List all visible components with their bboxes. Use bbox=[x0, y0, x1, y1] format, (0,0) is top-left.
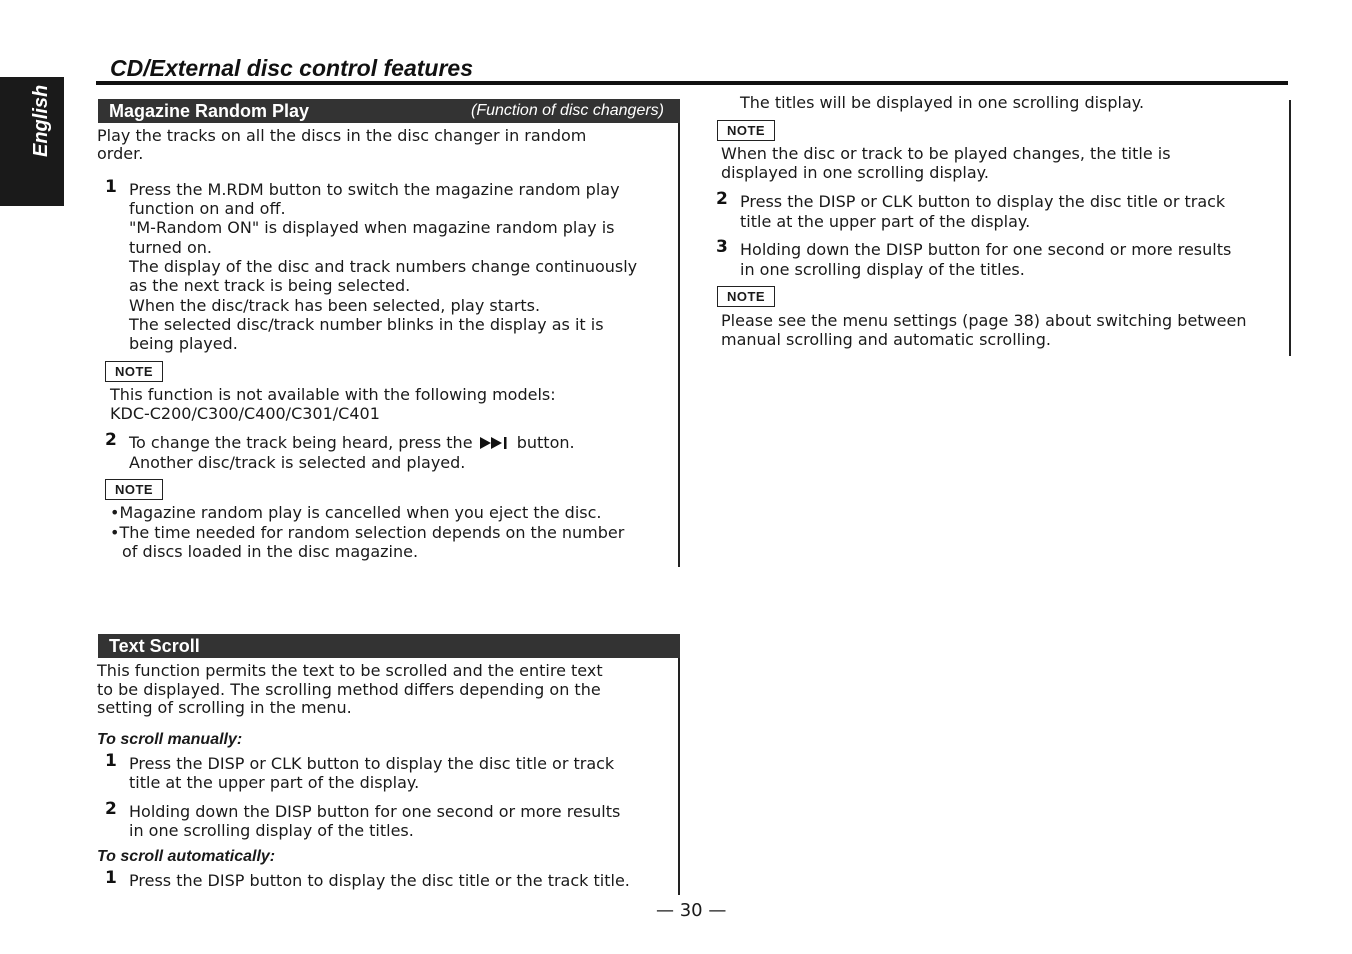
note-label: NOTE bbox=[717, 120, 775, 141]
step-text: as the next track is being selected. bbox=[129, 276, 411, 295]
step-text: title at the upper part of the display. bbox=[129, 773, 420, 792]
step-text: in one scrolling display of the titles. bbox=[129, 821, 414, 840]
bullet-item: •The time needed for random selection depends on the number bbox=[110, 523, 625, 542]
step-text: Press the DISP button to display the disc title or the track title. bbox=[129, 871, 630, 890]
step-text: "M-Random ON" is displayed when magazine random play is bbox=[129, 218, 615, 237]
step-text bbox=[129, 433, 575, 453]
section-header-text-scroll bbox=[98, 634, 680, 658]
textscroll-intro-line: This function permits the text to be scrolled and the entire text bbox=[97, 661, 603, 680]
magazine-intro-line-1: Play the tracks on all the discs in the disc changer in random bbox=[97, 126, 587, 145]
step-text: function on and off. bbox=[129, 199, 286, 218]
title-rule bbox=[96, 81, 1288, 85]
section-subtitle: (Function of disc changers) bbox=[471, 102, 664, 119]
step-text: When the disc/track has been selected, play starts. bbox=[129, 296, 541, 315]
step-text: Another disc/track is selected and played. bbox=[129, 453, 466, 472]
note-label: NOTE bbox=[105, 361, 163, 382]
bullet-text: The time needed for random selection depends on the number bbox=[119, 523, 625, 542]
step-number: 1 bbox=[105, 868, 117, 888]
step-text: Press the DISP or CLK button to display the disc title or track bbox=[129, 754, 615, 773]
language-tab bbox=[0, 77, 64, 206]
next-track-icon bbox=[480, 434, 510, 454]
step-text-part: button. bbox=[516, 433, 575, 452]
step-number: 3 bbox=[716, 237, 728, 257]
step-text: Press the DISP or CLK button to display the disc title or track bbox=[740, 192, 1226, 211]
section-header-magazine-random-play bbox=[98, 99, 680, 123]
step-text-part: To change the track being heard, press the bbox=[129, 433, 473, 452]
step-text: Holding down the DISP button for one second or more results bbox=[129, 802, 621, 821]
left-column-rule-top bbox=[678, 122, 680, 567]
note-text: manual scrolling and automatic scrolling. bbox=[721, 330, 1051, 349]
step-text: in one scrolling display of the titles. bbox=[740, 260, 1025, 279]
section-title: Magazine Random Play bbox=[109, 101, 310, 121]
step-text: The display of the disc and track numbers change continuously bbox=[129, 257, 638, 276]
step-text: title at the upper part of the display. bbox=[740, 212, 1031, 231]
step-number: 1 bbox=[105, 177, 117, 197]
step-text: Press the M.RDM button to switch the magazine random play bbox=[129, 180, 620, 199]
right-column-rule bbox=[1289, 100, 1291, 356]
note-label: NOTE bbox=[717, 286, 775, 307]
step-text: The selected disc/track number blinks in the display as it is bbox=[129, 315, 604, 334]
step-number: 2 bbox=[105, 799, 117, 819]
step-text: The titles will be displayed in one scrolling display. bbox=[740, 93, 1145, 112]
note-text: When the disc or track to be played changes, the title is bbox=[721, 144, 1171, 163]
note-text: KDC-C200/C300/C400/C301/C401 bbox=[110, 404, 380, 423]
section-title: Text Scroll bbox=[109, 636, 200, 656]
step-text: Holding down the DISP button for one second or more results bbox=[740, 240, 1232, 259]
note-text: displayed in one scrolling display. bbox=[721, 163, 989, 182]
step-text: being played. bbox=[129, 334, 238, 353]
subheading-manual: To scroll manually: bbox=[97, 731, 243, 748]
note-text: This function is not available with the following models: bbox=[110, 385, 556, 404]
textscroll-intro-line: setting of scrolling in the menu. bbox=[97, 698, 352, 717]
page-title: CD/External disc control features bbox=[110, 55, 473, 81]
note-label: NOTE bbox=[105, 479, 163, 500]
language-tab-label: English bbox=[30, 84, 52, 157]
bullet-item: •Magazine random play is cancelled when you eject the disc. bbox=[110, 503, 602, 522]
subheading-automatic: To scroll automatically: bbox=[97, 848, 276, 865]
page-number: — 30 — bbox=[656, 900, 727, 921]
left-column-rule-bottom bbox=[678, 658, 680, 895]
step-text: turned on. bbox=[129, 238, 212, 257]
magazine-intro-line-2: order. bbox=[97, 144, 144, 163]
step-number: 1 bbox=[105, 751, 117, 771]
bullet-text: Magazine random play is cancelled when you eject the disc. bbox=[119, 503, 602, 522]
note-text: Please see the menu settings (page 38) about switching between bbox=[721, 311, 1247, 330]
textscroll-intro-line: to be displayed. The scrolling method differs depending on the bbox=[97, 680, 601, 699]
step-number: 2 bbox=[105, 430, 117, 450]
step-number: 2 bbox=[716, 189, 728, 209]
bullet-text: of discs loaded in the disc magazine. bbox=[122, 542, 419, 561]
